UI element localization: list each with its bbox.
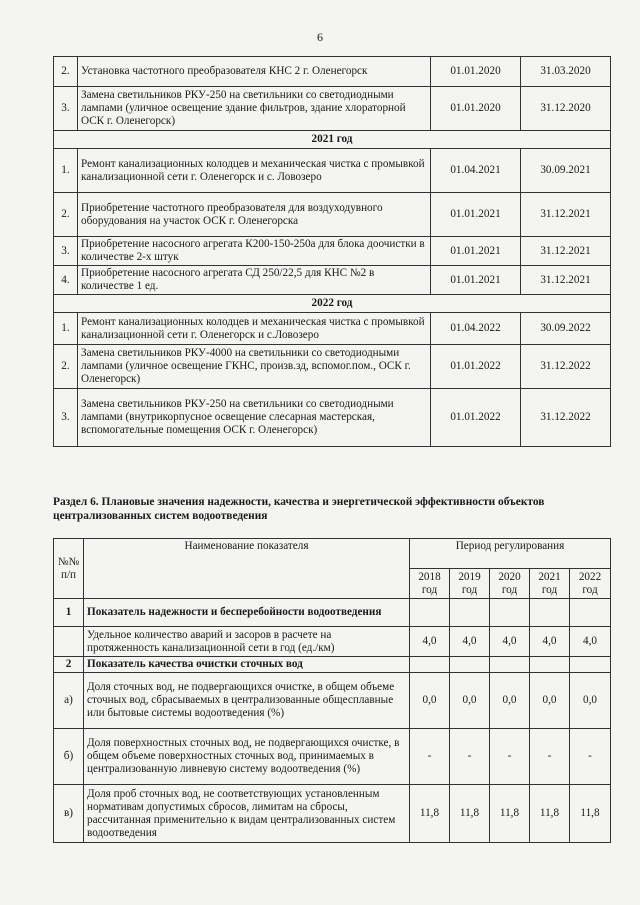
indicator-value: - <box>490 729 530 785</box>
start-date: 01.01.2022 <box>431 389 521 447</box>
group-title: Показатель качества очистки сточных вод <box>84 657 410 673</box>
header-year: 2019 год <box>450 569 490 599</box>
empty-cell <box>410 657 450 673</box>
header-year: 2021 год <box>530 569 570 599</box>
row-description: Установка частотного преобразователя КНС 2 г. Оленегорск <box>78 57 431 87</box>
indicator-value: 0,0 <box>450 673 490 729</box>
indicator-value: - <box>410 729 450 785</box>
row-number <box>54 627 84 657</box>
row-number: б) <box>54 729 84 785</box>
indicator-value: 11,8 <box>450 785 490 843</box>
row-description: Замена светильников РКУ-250 на светильники со светодиодными лампами (уличное освещение здание фильтров, здание хлораторной ОСК г. Оленегорск) <box>78 87 431 131</box>
row-number: 3. <box>54 237 78 266</box>
year-row <box>54 295 611 313</box>
header-year: 2018 год <box>410 569 450 599</box>
indicator-name: Удельное количество аварий и засоров в расчете на протяженность канализационной сети в год (ед./км) <box>84 627 410 657</box>
start-date: 01.04.2021 <box>431 149 521 193</box>
row-number: 1. <box>54 149 78 193</box>
row-number: 3. <box>54 389 78 447</box>
table-row <box>54 729 611 785</box>
year-heading: 2021 год <box>54 131 611 149</box>
year-row <box>54 131 611 149</box>
end-date: 31.12.2022 <box>521 389 611 447</box>
row-number: 4. <box>54 266 78 295</box>
indicator-name: Доля проб сточных вод, не соответствующих установленным нормативам допустимых сбросов, лимитам на сбросы, рассчитанная применительно к видам централизованных систем водоотведения <box>84 785 410 843</box>
header-year: 2022 год <box>570 569 611 599</box>
year-heading: 2022 год <box>54 295 611 313</box>
indicator-value: 0,0 <box>530 673 570 729</box>
table-row <box>54 345 611 389</box>
end-date: 31.03.2020 <box>521 57 611 87</box>
row-number: 2. <box>54 57 78 87</box>
start-date: 01.01.2021 <box>431 266 521 295</box>
empty-cell <box>490 657 530 673</box>
row-description: Приобретение частотного преобразователя для воздуходувного оборудования на участок ОСК г. Оленегорска <box>78 193 431 237</box>
empty-cell <box>450 657 490 673</box>
indicator-value: 4,0 <box>450 627 490 657</box>
indicator-value: 11,8 <box>490 785 530 843</box>
indicator-value: 11,8 <box>410 785 450 843</box>
table-row <box>54 237 611 266</box>
header-year: 2020 год <box>490 569 530 599</box>
table-row <box>54 627 611 657</box>
indicator-value: - <box>530 729 570 785</box>
plan-table <box>53 56 611 447</box>
end-date: 30.09.2021 <box>521 149 611 193</box>
header-num: №№ п/п <box>54 539 84 599</box>
indicator-value: 0,0 <box>410 673 450 729</box>
start-date: 01.04.2022 <box>431 313 521 345</box>
indicator-value: 4,0 <box>410 627 450 657</box>
table-row <box>54 313 611 345</box>
header-name: Наименование показателя <box>84 539 410 599</box>
row-number: 2. <box>54 193 78 237</box>
table-row <box>54 57 611 87</box>
page-number: 6 <box>317 30 323 44</box>
empty-cell <box>570 599 611 627</box>
indicator-value: 0,0 <box>490 673 530 729</box>
group-row <box>54 657 611 673</box>
group-title: Показатель надежности и бесперебойности водоотведения <box>84 599 410 627</box>
indicator-value: 11,8 <box>530 785 570 843</box>
empty-cell <box>490 599 530 627</box>
indicator-value: 4,0 <box>530 627 570 657</box>
start-date: 01.01.2021 <box>431 193 521 237</box>
table-row <box>54 673 611 729</box>
row-number: а) <box>54 673 84 729</box>
table-row <box>54 785 611 843</box>
row-number: 1. <box>54 313 78 345</box>
end-date: 31.12.2021 <box>521 193 611 237</box>
indicators-table <box>53 538 611 843</box>
group-number: 1 <box>54 599 84 627</box>
section-6-title: Раздел 6. Плановые значения надежности, качества и энергетической эффективности объектов централизованных систем водоотведения <box>53 496 545 522</box>
end-date: 31.12.2020 <box>521 87 611 131</box>
row-description: Замена светильников РКУ-250 на светильники со светодиодными лампами (внутрикорпусное освещение слесарная мастерская, вспомогательные помещения ОСК г. Оленегорск) <box>78 389 431 447</box>
indicator-name: Доля поверхностных сточных вод, не подвергающихся очистке, в общем объеме поверхностных сточных вод, принимаемых в централизованную ливневую систему водоотведения (%) <box>84 729 410 785</box>
row-description: Приобретение насосного агрегата К200-150-250а для блока доочистки в количестве 2-х штук <box>78 237 431 266</box>
row-number: в) <box>54 785 84 843</box>
empty-cell <box>450 599 490 627</box>
indicator-value: - <box>450 729 490 785</box>
row-description: Ремонт канализационных колодцев и механическая чистка с промывкой канализационной сети г. Оленегорск и с.Ловозеро <box>78 313 431 345</box>
start-date: 01.01.2021 <box>431 237 521 266</box>
row-description: Приобретение насосного агрегата СД 250/22,5 для КНС №2 в количестве 1 ед. <box>78 266 431 295</box>
group-number: 2 <box>54 657 84 673</box>
start-date: 01.01.2020 <box>431 57 521 87</box>
indicator-value: 4,0 <box>570 627 611 657</box>
row-description: Ремонт канализационных колодцев и механическая чистка с промывкой канализационной сети г. Оленегорск и с. Ловозеро <box>78 149 431 193</box>
header-period: Период регулирования <box>410 539 611 569</box>
empty-cell <box>410 599 450 627</box>
table-row <box>54 266 611 295</box>
start-date: 01.01.2022 <box>431 345 521 389</box>
end-date: 30.09.2022 <box>521 313 611 345</box>
row-number: 3. <box>54 87 78 131</box>
end-date: 31.12.2021 <box>521 266 611 295</box>
table-row <box>54 149 611 193</box>
end-date: 31.12.2022 <box>521 345 611 389</box>
start-date: 01.01.2020 <box>431 87 521 131</box>
empty-cell <box>530 657 570 673</box>
indicator-value: - <box>570 729 611 785</box>
empty-cell <box>570 657 611 673</box>
indicator-name: Доля сточных вод, не подвергающихся очистке, в общем объеме сточных вод, сбрасываемых в централизованные общесплавные или бытовые системы водоотведения (%) <box>84 673 410 729</box>
row-description: Замена светильников РКУ-4000 на светильники со светодиодными лампами (уличное освещение ГКНС, произв.зд, вспомог.пом., ОСК г. Оленегорск) <box>78 345 431 389</box>
empty-cell <box>530 599 570 627</box>
table-row <box>54 193 611 237</box>
indicator-value: 0,0 <box>570 673 611 729</box>
row-number: 2. <box>54 345 78 389</box>
table-row <box>54 389 611 447</box>
end-date: 31.12.2021 <box>521 237 611 266</box>
table-row <box>54 87 611 131</box>
indicator-value: 4,0 <box>490 627 530 657</box>
indicator-value: 11,8 <box>570 785 611 843</box>
group-row <box>54 599 611 627</box>
